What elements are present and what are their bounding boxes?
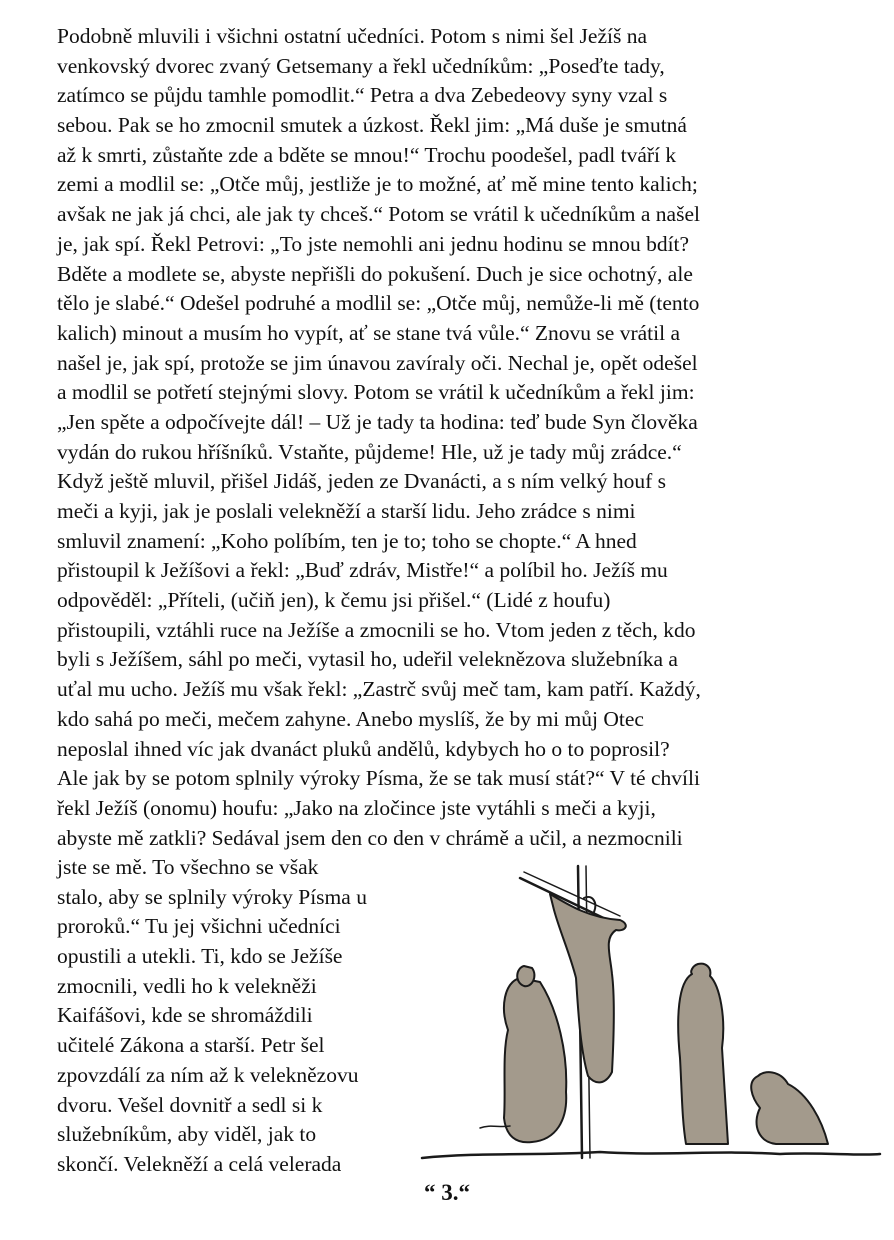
text-line: meči a kyji, jak je poslali velekněží a starší lidu. Jeho zrádce s nimi xyxy=(57,499,636,523)
main-text-block xyxy=(57,22,857,853)
text-line: stalo, aby se splnily výroky Písma u xyxy=(57,884,367,909)
text-line: venkovský dvorec zvaný Getsemany a řekl učedníkům: „Poseďte tady, xyxy=(57,53,665,78)
text-line: avšak ne jak já chci, ale jak ty chceš.“ Potom se vrátil k učedníkům a našel xyxy=(57,202,700,227)
text-line: smluvil znamení: „Koho políbím, ten je to; toho se chopte.“ A hned xyxy=(57,528,637,553)
page-number: “ 3.“ xyxy=(424,1180,470,1205)
text-line: tělo je slabé.“ Odešel podruhé a modlil se: „Otče můj, nemůže-li mě (tento xyxy=(57,291,700,316)
text-line: přistoupil k Ježíšovi a řekl: „Buď zdráv, Mistře!“ a políbil ho. Ježíš mu xyxy=(57,558,668,583)
text-line: Když ještě mluvil, přišel Jidáš, jeden ze Dvanácti, a s ním velký houf s xyxy=(57,469,667,494)
text-line: zemi a modlil se: „Otče můj, jestliže je to možné, ať mě mine tento kalich; xyxy=(57,172,698,197)
text-line: opustili a utekli. Ti, kdo se Ježíše xyxy=(57,944,343,969)
text-line: skončí. Velekněží a celá velerada xyxy=(57,1151,342,1176)
text-line: našel je, jak spí, protože se jim únavou zavíraly oči. Nechal je, opět odešel xyxy=(57,350,698,375)
text-line: kdo sahá po meči, mečem zahyne. Anebo myslíš, že by mi můj Otec xyxy=(57,706,644,731)
text-line: jste se mě. To všechno se však xyxy=(57,855,319,879)
text-line: učitelé Zákona a starší. Petr šel xyxy=(57,1033,325,1058)
text-line: zpovzdálí za ním až k veleknězovu xyxy=(57,1062,359,1087)
text-line: dvoru. Vešel dovnitř a sedl si k xyxy=(57,1092,323,1117)
text-line: služebníkům, aby viděl, jak to xyxy=(57,1122,317,1147)
text-line: a modlil se potřetí stejnými slovy. Potom se vrátil k učedníkům a řekl jim: xyxy=(57,380,695,405)
text-line: sebou. Pak se ho zmocnil smutek a úzkost. Řekl jim: „Má duše je smutná xyxy=(57,113,687,138)
text-line: Bděte a modlete se, abyste nepřišli do pokušení. Duch je sice ochotný, ale xyxy=(57,261,693,286)
text-line: kalich) minout a musím ho vypít, ať se stane tvá vůle.“ Znovu se vrátil a xyxy=(57,320,680,345)
text-line: Kaifášovi, kde se shromáždili xyxy=(57,1003,313,1028)
text-line: abyste mě zatkli? Sedával jsem den co den v chrámě a učil, a nezmocnili xyxy=(57,825,683,850)
narrow-text-block xyxy=(57,853,427,1180)
text-line: zmocnili, vedli ho k velekněži xyxy=(57,973,317,998)
text-line: neposlal ihned víc jak dvanáct pluků andělů, kdybych ho o to poprosil? xyxy=(57,736,670,761)
text-line: řekl Ježíš (onomu) houfu: „Jako na zločince jste vytáhli s meči a kyji, xyxy=(57,795,656,820)
text-line: Podobně mluvili i všichni ostatní učedníci. Potom s nimi šel Ježíš na xyxy=(57,24,648,48)
text-line: přistoupili, vztáhli ruce na Ježíše a zmocnili se ho. Vtom jeden z těch, kdo xyxy=(57,617,696,642)
text-line: „Jen spěte a odpočívejte dál! – Už je tady ta hodina: teď bude Syn člověka xyxy=(57,409,698,434)
text-line: vydán do rukou hříšníků. Vstaňte, půjdeme! Hle, už je tady můj zrádce.“ xyxy=(57,439,682,464)
text-line: odpověděl: „Příteli, (učiň jen), k čemu jsi přišel.“ (Lidé z houfu) xyxy=(57,588,611,613)
crucifixion-illustration xyxy=(420,858,882,1160)
text-line: uťal mu ucho. Ježíš mu však řekl: „Zastrč svůj meč tam, kam patří. Každý, xyxy=(57,677,701,702)
text-line: až k smrti, zůstaňte zde a bděte se mnou!“ Trochu poodešel, padl tváří k xyxy=(57,142,677,167)
text-line: Ale jak by se potom splnily výroky Písma, že se tak musí stát?“ V té chvíli xyxy=(57,766,700,791)
text-line: proroků.“ Tu jej všichni učedníci xyxy=(57,914,341,939)
text-line: zatímco se půjdu tamhle pomodlit.“ Petra a dva Zebedeovy syny vzal s xyxy=(57,83,668,108)
text-line: byli s Ježíšem, sáhl po meči, vytasil ho, udeřil veleknězova služebníka a xyxy=(57,647,678,672)
text-line: je, jak spí. Řekl Petrovi: „To jste nemohli ani jednu hodinu se mnou bdít? xyxy=(57,231,690,256)
